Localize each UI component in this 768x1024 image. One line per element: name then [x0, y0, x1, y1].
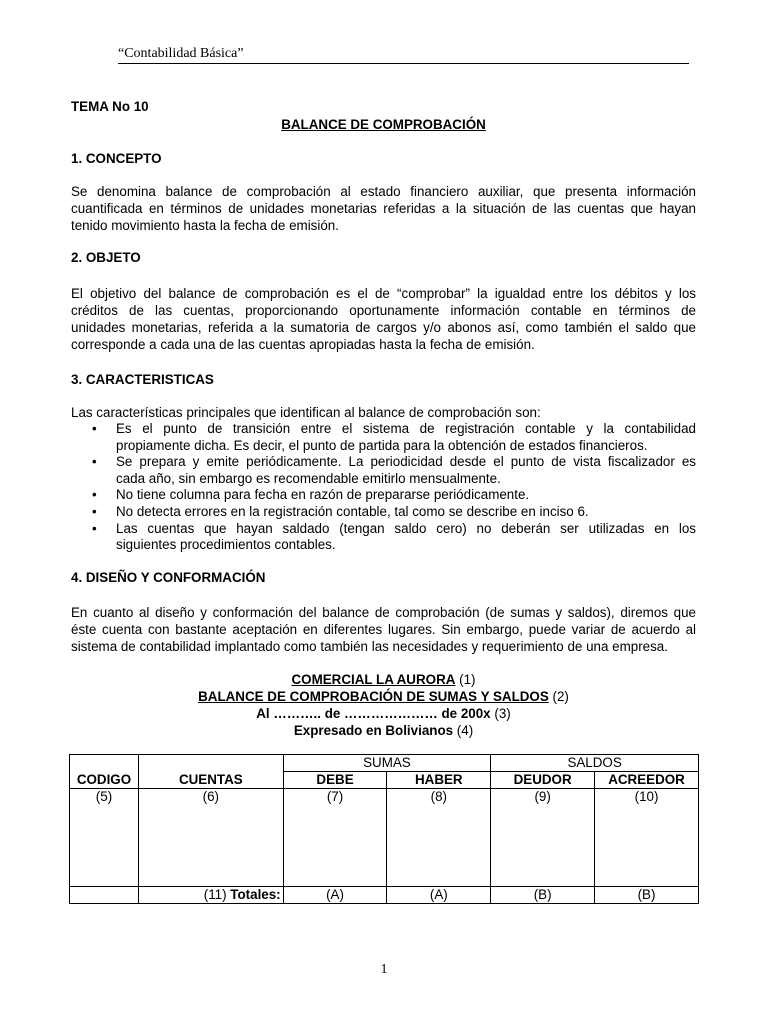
report-name: BALANCE DE COMPROBACIÓN DE SUMAS Y SALDOS [198, 689, 549, 704]
bullet-icon: • [92, 454, 97, 470]
paragraph-objeto [71, 285, 696, 353]
date-line [71, 705, 696, 722]
ref-haber: (8) [387, 789, 491, 887]
running-header: “Contabilidad Básica” [118, 46, 689, 64]
text-line: créditos de las cuentas, proporcionando oportunamente información contable en términos de [71, 303, 696, 318]
caracteristicas-intro: Las características principales que identifican al balance de comprobación son: [71, 405, 541, 420]
company-ref: (1) [455, 672, 476, 687]
section-heading-concepto: 1. CONCEPTO [71, 151, 162, 166]
text-line: cada año, sin embargo es recomendable emitirlo mensualmente. [116, 470, 501, 486]
bullet-icon: • [92, 520, 97, 536]
total-deudor: (B) [491, 887, 595, 904]
header-haber: HABER [387, 772, 491, 789]
text-line: unidades monetarias, referida a la sumatoria de cargos y/o abonos así, como también el saldo que [71, 320, 696, 335]
totals-label-cell [138, 887, 283, 904]
text-line: Las cuentas que hayan saldado (tengan saldo cero) no deberán ser utilizadas en los [116, 520, 696, 536]
text-line: corresponde a cada una de las cuentas apropiadas hasta la fecha de emisión. [71, 337, 535, 352]
text-line: siguientes procedimientos contables. [116, 537, 336, 553]
ref-cuentas: (6) [138, 789, 283, 887]
list-item [71, 421, 696, 454]
header-debe: DEBE [283, 772, 387, 789]
report-currency: Expresado en Bolivianos [293, 723, 454, 738]
text-line: propiamente dicha. Es decir, el punto de partida para la obtención de estados financieros. [116, 437, 648, 453]
bullet-icon: • [92, 503, 97, 519]
currency-line [71, 722, 696, 739]
header-deudor: DEUDOR [491, 772, 595, 789]
text-line: Se denomina balance de comprobación al estado financiero auxiliar, que presenta información [71, 184, 696, 199]
list-item [71, 504, 696, 521]
text-line: El objetivo del balance de comprobación es el de “comprobar” la igualdad entre los débitos y los [71, 286, 696, 301]
section-heading-objeto: 2. OBJETO [71, 250, 141, 265]
topic-label: TEMA No 10 [71, 99, 149, 114]
totals-row [70, 887, 699, 904]
ref-acreedor: (10) [595, 789, 699, 887]
header-acreedor: ACREEDOR [595, 772, 699, 789]
report-line [71, 688, 696, 705]
report-ref: (2) [548, 689, 569, 704]
example-heading [71, 671, 696, 739]
page-number: 1 [380, 962, 388, 977]
text-line: En cuanto al diseño y conformación del balance de comprobación (de sumas y saldos), diremos que [71, 605, 696, 620]
text-line: Es el punto de transición entre el sistema de registración contable y la contabilidad [116, 421, 696, 436]
text-line: sistema de contabilidad implantado como también las necesidades y requerimiento de una empresa. [71, 639, 668, 654]
ref-codigo: (5) [70, 789, 139, 887]
list-item [71, 521, 696, 554]
company-line [71, 671, 696, 688]
total-debe: (A) [283, 887, 387, 904]
text-line: cuantificada en términos de unidades monetarias referidas a la situación de las cuentas que hayan [71, 201, 696, 216]
balance-table [69, 754, 699, 904]
paragraph-diseno [71, 604, 696, 655]
table-group-row [70, 755, 699, 772]
table-row [70, 789, 699, 887]
company-name: COMERCIAL LA AURORA [291, 672, 456, 687]
total-haber: (A) [387, 887, 491, 904]
totals-ref: (11) [203, 887, 231, 902]
header-sumas: SUMAS [283, 755, 491, 772]
text-line: No tiene columna para fecha en razón de prepararse periódicamente. [116, 487, 530, 503]
totals-empty-cell [70, 887, 139, 904]
total-acreedor: (B) [595, 887, 699, 904]
text-line: No detecta errores en la registración contable, tal como se describe en inciso 6. [116, 503, 589, 519]
ref-debe: (7) [283, 789, 387, 887]
date-ref: (3) [490, 706, 511, 721]
paragraph-concepto [71, 183, 696, 234]
section-heading-diseno: 4. DISEÑO Y CONFORMACIÓN [71, 570, 266, 585]
header-saldos: SALDOS [491, 755, 699, 772]
list-item [71, 487, 696, 504]
text-line: tenido movimiento hasta la fecha de emisión. [71, 218, 339, 233]
ref-deudor: (9) [491, 789, 595, 887]
topic-title: BALANCE DE COMPROBACIÓN [281, 117, 486, 132]
section-heading-caracteristicas: 3. CARACTERISTICAS [71, 372, 214, 387]
list-item [71, 454, 696, 487]
text-line: Se prepara y emite periódicamente. La periodicidad desde el punto de vista fiscalizador es [116, 454, 696, 470]
header-codigo: CODIGO [70, 755, 139, 789]
caracteristicas-list [71, 421, 696, 554]
bullet-icon: • [92, 421, 97, 436]
text-line: éste cuenta con bastante aceptación en diferentes lugares. Sin embargo, puede variar de acuerdo al [71, 622, 696, 637]
totals-label: Totales: [230, 887, 281, 902]
currency-ref: (4) [453, 723, 474, 738]
bullet-icon: • [92, 487, 97, 503]
header-cuentas: CUENTAS [138, 755, 283, 789]
report-date: Al ……….. de ………………… de 200x [256, 706, 491, 721]
